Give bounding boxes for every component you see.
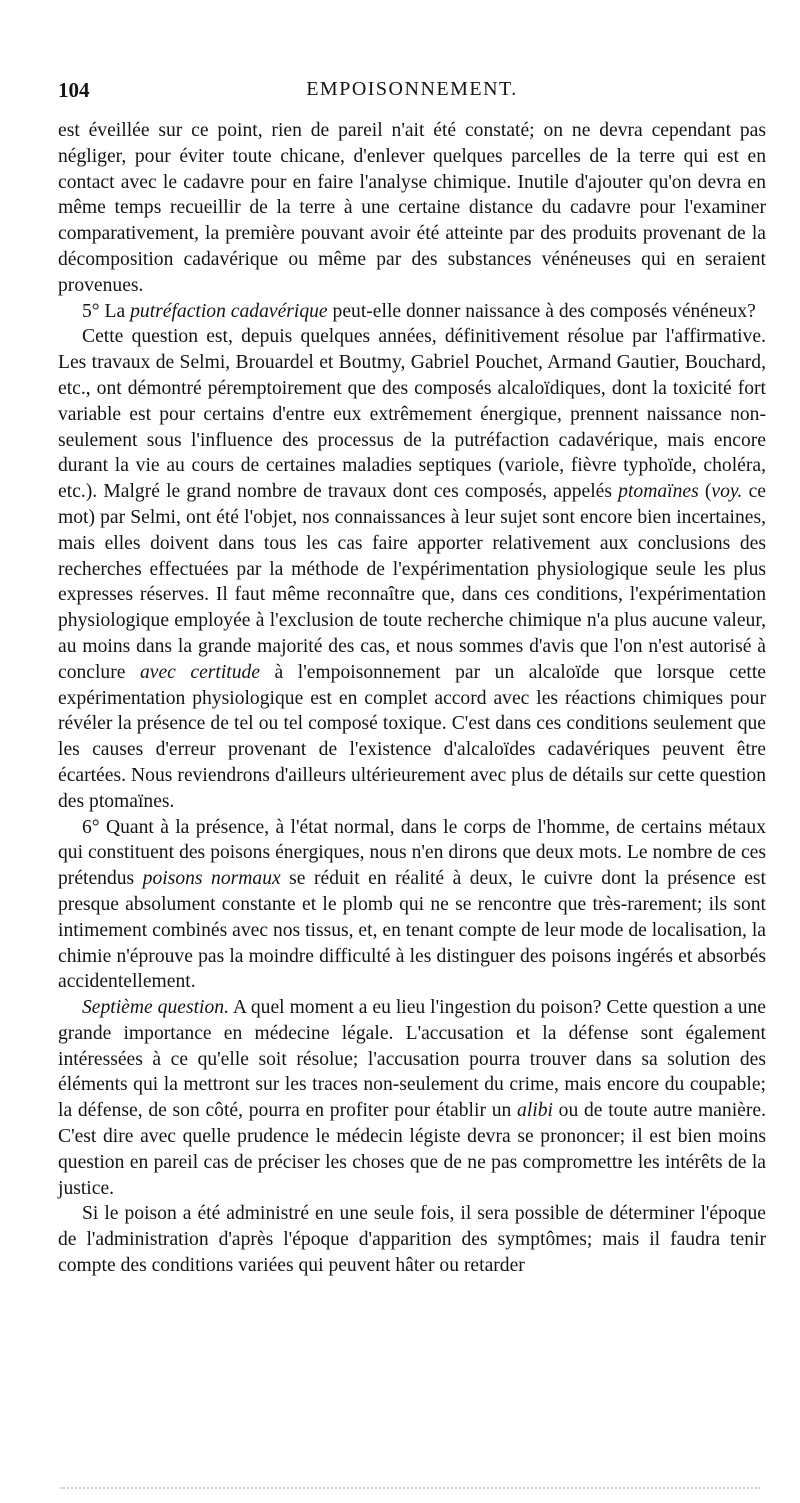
text-run: ( [698, 481, 712, 503]
paragraph-p2 [58, 299, 766, 325]
paragraph-p1 [58, 118, 766, 299]
italic-text: putréfaction cadavérique [130, 300, 328, 322]
italic-text: voy. [711, 481, 743, 503]
paragraph-p4 [58, 815, 766, 996]
text-run: Cette question est, depuis quelques années, définitivement résolue par l'affirmative. Les travaux de Selmi, Brouardel et Boutmy, Gabriel Pouchet, Armand Gautier, Bouchard, etc., ont démontré péremptoirement que des composés alcaloïdiques, dont la toxicité fort variable est pour certains d'entre eux extrêmement énergique, prennent naissance non-seulement sous l'influence des processus de la putréfaction cadavérique, mais encore durant la vie au cours de certaines maladies septiques (variole, fièvre typhoïde, choléra, etc.). Malgré le grand nombre de travaux dont ces composés, appelés [58, 326, 766, 503]
text-run: à l'empoisonnement par un alcaloïde que lorsque cette expérimentation physiologique est en complet accord avec les réactions chimiques pour révéler la présence de tel ou tel composé toxique. C'est dans ces conditions seulement que les causes d'erreur provenant de l'existence d'alcaloïdes cadavériques peuvent être écartées. Nous reviendrons d'ailleurs ultérieurement avec plus de détails sur cette question des ptomaïnes. [58, 661, 766, 812]
text-run: A quel moment a eu lieu l'ingestion du poison? Cette question a une grande importance en médecine légale. L'accusation et la défense sont également intéressées à ce qu'elle soit résolue; l'accusation pourra trouver dans sa solution des éléments qui la mettront sur les traces non-seulement du crime, mais encore du coupable; la défense, de son côté, pourra en profiter pour établir un [58, 997, 766, 1122]
text-run: Si le poison a été administré en une seule fois, il sera possible de déterminer l'époque de l'administration d'après l'époque d'apparition des symptômes; mais il faudra tenir compte des conditions variées qui peuvent hâter ou retarder [58, 1203, 766, 1277]
italic-text: poisons normaux [142, 868, 281, 890]
text-run: se réduit en réalité à deux, le cuivre dont la présence est presque absolument constante et le plomb qui ne se rencontre que très-rarement; ils sont intimement combinés avec nos tissus, et, en tenant compte de leur mode de localisation, la chimie n'éprouve pas la moindre difficulté à les distinguer des poisons ingérés et absorbés accidentellement. [58, 868, 767, 993]
page-header [58, 78, 766, 118]
paragraph-p6 [58, 1201, 766, 1278]
text-run: 6° Quant à la présence, à l'état normal, dans le corps de l'homme, de certains métaux qui constituent des poisons énergiques, nous n'en dirons que deux mots. Le nombre de ces prétendus [58, 816, 766, 890]
text-run: est éveillée sur ce point, rien de pareil n'ait été constaté; on ne devra cependant pas négliger, pour éviter toute chicane, d'enlever quelques parcelles de la terre qui est en contact avec le cadavre pour en faire l'analyse chimique. Inutile d'ajouter qu'on devra en même temps recueillir de la terre à une certaine distance du cadavre pour l'examiner comparativement, la première pouvant avoir été atteinte par des produits provenant de la décomposition cadavérique ou même par des substances vénéneuses qui en seraient provenues. [58, 120, 766, 296]
body-text [58, 118, 766, 1279]
paragraph-p3 [58, 324, 766, 814]
paragraph-p5 [58, 995, 766, 1201]
text-run: 5° La [82, 300, 131, 322]
running-title: EMPOISONNEMENT. [306, 78, 518, 100]
italic-text: alibi [517, 1100, 553, 1122]
bottom-smudge [60, 1487, 760, 1491]
text-run: peut-elle donner naissance à des composés vénéneux? [327, 300, 756, 322]
text-run: ce mot) par Selmi, ont été l'objet, nos connaissances à leur sujet sont encore bien incertaines, mais elles doivent dans tous les cas faire apporter relativement aux conclusions des recherches effectuées par la méthode de l'expérimentation physiologique seule les plus expresses réserves. Il faut même reconnaître que, dans ces conditions, l'expérimentation physiologique employée à l'exclusion de toute recherche chimique n'a plus aucune valeur, au moins dans la grande majorité des cas, et nous sommes d'avis que l'on n'est autorisé à conclure [58, 481, 766, 683]
italic-text: avec certitude [139, 661, 261, 683]
text-run: ou de toute autre manière. C'est dire avec quelle prudence le médecin légiste devra se prononcer; il est bien moins question en pareil cas de préciser les choses que de ne pas compromettre les intérêts de la justice. [58, 1100, 766, 1199]
document-page [58, 78, 766, 1279]
italic-text: Septième question. [82, 997, 229, 1019]
italic-text: ptomaïnes [618, 481, 699, 503]
page-number: 104 [58, 78, 90, 102]
